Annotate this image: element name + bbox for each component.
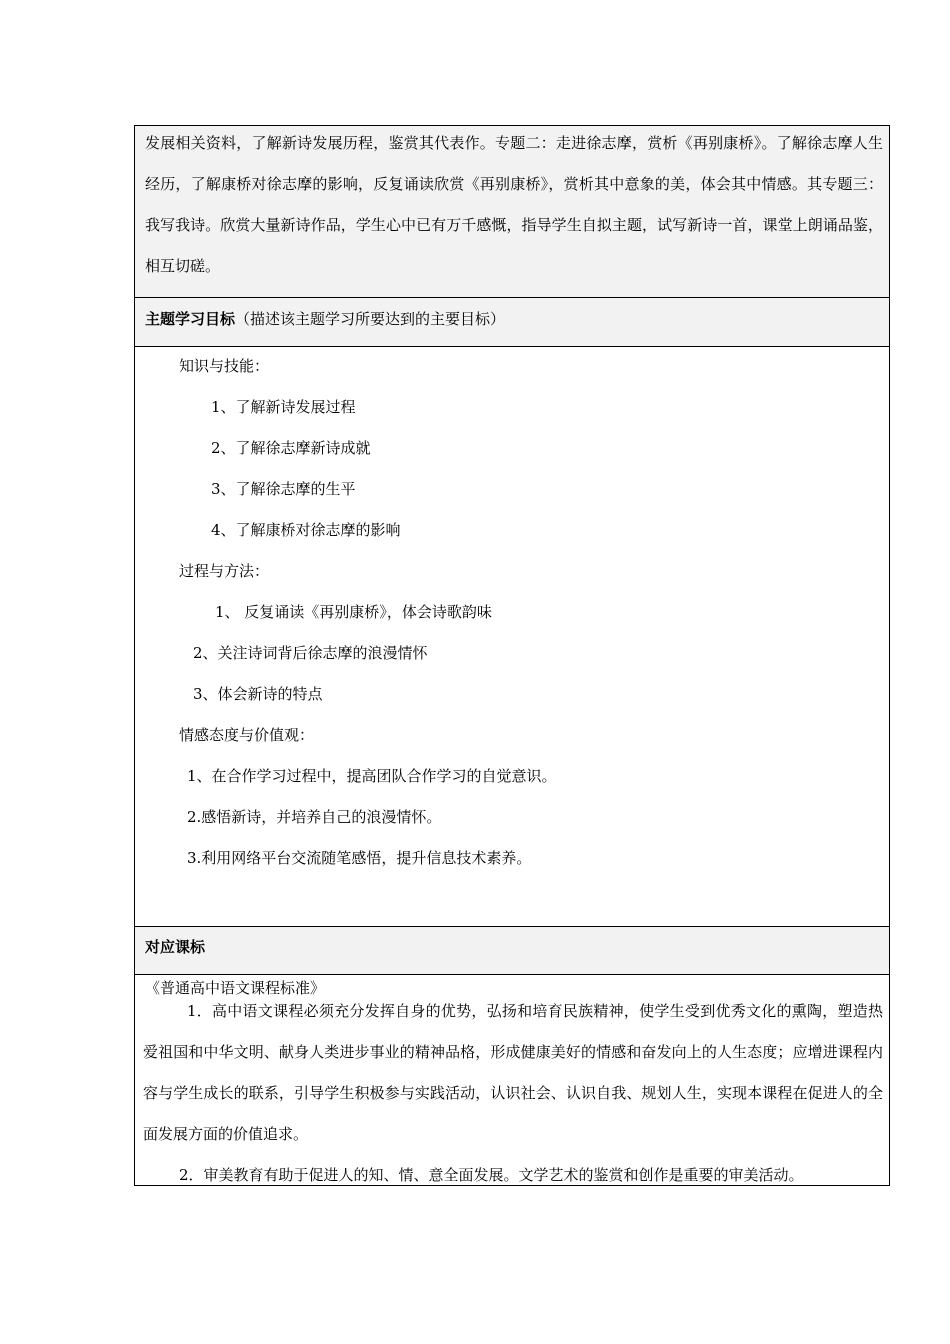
process-item: 2、关注诗词背后徐志摩的浪漫情怀 (193, 644, 428, 662)
knowledge-item: 4、了解康桥对徐志摩的影响 (211, 521, 401, 539)
standards-header-title: 对应课标 (145, 938, 206, 956)
goals-header-title: 主题学习目标 (145, 310, 236, 328)
standards-header-cell (135, 927, 889, 975)
goals-header (145, 308, 505, 329)
intro-cell (135, 126, 889, 298)
goals-header-note: （描述该主题学习所要达到的主要目标） (235, 310, 506, 328)
emotion-item: 3.利用网络平台交流随笔感悟，提升信息技术素养。 (187, 849, 532, 867)
standards-cell (135, 975, 889, 1185)
intro-paragraph: 发展相关资料，了解新诗发展历程，鉴赏其代表作。专题二：走进徐志摩，赏析《再别康桥》。了解徐志摩人生经历，了解康桥对徐志摩的影响，反复诵读欣赏《再别康桥》，赏析其中意象的美，体会其中情感。其专题三：我写我诗。欣赏大量新诗作品，学生心中已有万千感慨，指导学生自拟主题，试写新诗一首，课堂上朗诵品鉴，相互切磋。 (145, 134, 883, 275)
process-title: 过程与方法： (179, 562, 270, 580)
process-item: 3、体会新诗的特点 (193, 685, 323, 703)
process-item: 1、 反复诵读《再别康桥》，体会诗歌韵味 (215, 603, 492, 621)
emotion-item: 2.感悟新诗，并培养自己的浪漫情怀。 (187, 808, 442, 826)
standards-title: 《普通高中语文课程标准》 (145, 979, 326, 997)
emotion-title: 情感态度与价值观： (179, 726, 315, 744)
standards-paragraph-2: 2．审美教育有助于促进人的知、情、意全面发展。文学艺术的鉴赏和创作是重要的审美活动。 (179, 1166, 804, 1184)
knowledge-title: 知识与技能： (179, 357, 270, 375)
goals-header-cell (135, 298, 889, 347)
standards-header (145, 936, 205, 957)
knowledge-item: 2、了解徐志摩新诗成就 (211, 439, 371, 457)
knowledge-item: 3、了解徐志摩的生平 (211, 480, 356, 498)
emotion-item: 1、在合作学习过程中，提高团队合作学习的自觉意识。 (187, 767, 557, 785)
lesson-plan-table (134, 125, 890, 1186)
knowledge-item: 1、了解新诗发展过程 (211, 398, 356, 416)
standards-paragraph-1: 1．高中语文课程必须充分发挥自身的优势，弘扬和培育民族精神，使学生受到优秀文化的熏陶，塑造热爱祖国和中华文明、献身人类进步事业的精神品格，形成健康美好的情感和奋发向上的人生态度；应增进课程内容与学生成长的联系，引导学生积极参与实践活动，认识社会、认识自我、规划人生，实现本课程在促进人的全面发展方面的价值追求。 (143, 1002, 883, 1143)
goals-cell (135, 347, 889, 927)
